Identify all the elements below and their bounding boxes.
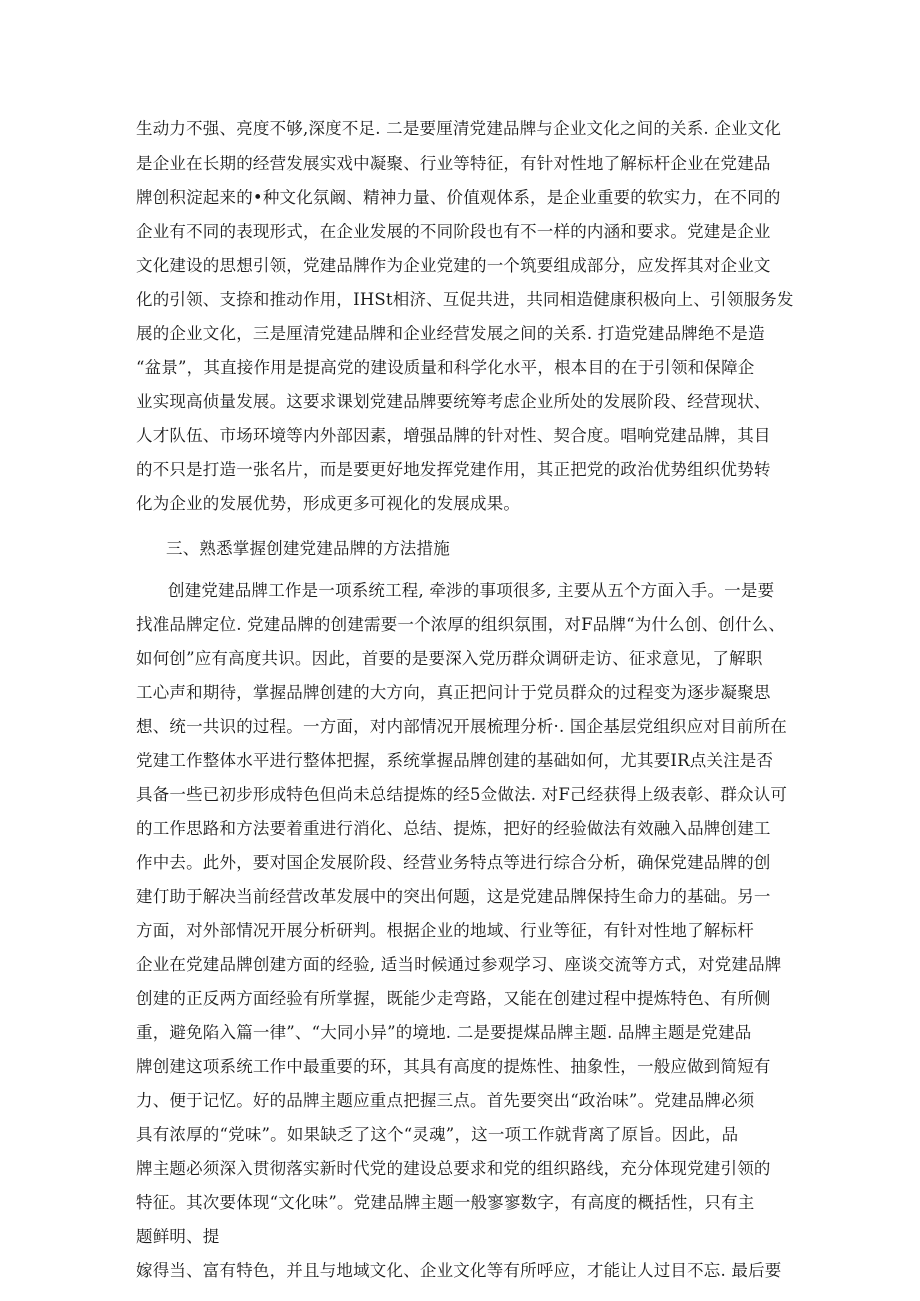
paragraph-1-line: 人才队伍、市场环境等内外部因素，增强品牌的针对性、契合度。唱响党建品牌，其目 — [136, 426, 771, 445]
paragraph-2-line: 的工作思路和方法要着重进行消化、总结、提炼，把好的经验做法有效融入品牌创建工 — [136, 819, 771, 838]
paragraph-1-line: 是企业在长期的经营发展实戏中凝聚、行业等特征，有针对性地了解标杆企业在党建品 — [136, 154, 771, 173]
paragraph-1-line: “盆景”，其直接作用是提高党的建设质量和科学化水平，根本目的在于引领和保障企 — [136, 358, 755, 377]
paragraph-2-line: 建仃助于解决当前经营改革发展中的突出何题，这是党建品牌保持生命力的基础。另一 — [136, 887, 771, 906]
paragraph-2-line: 牌主题必须深入贯彻落实新时代党的建设总要求和党的组织路线，充分体现党建引领的 — [136, 1159, 771, 1178]
paragraph-2-line: 企业在党建品牌创建方面的经验, 适当时候通过参观学习、座谈交流等方式，对党建品牌 — [136, 955, 782, 974]
paragraph-2-line: 牌创建这项系统工作中最重要的环，其具有高度的提炼性、抽象性，一般应做到简短有 — [136, 1057, 771, 1076]
paragraph-2-line: 方面，对外部情况开展分析研判。根据企业的地域、行业等征，有针对性地了解标杆 — [136, 921, 754, 940]
paragraph-2-line: 具有浓厚的“党味”。如果缺乏了这个“灵魂”，这一项工作就背离了原旨。因此，品 — [136, 1125, 739, 1144]
paragraph-1-line: 展的企业文化，三是厘清党建品牌和企业经营发展之间的关系. 打造党建品牌绝不是造 — [136, 324, 765, 343]
paragraph-2-line: 党建工作整体水平进行整体把握，系统掌握品牌创建的基础如何，尤其要IR点关注是否 — [136, 751, 774, 770]
paragraph-2-line: 特征。其次要体现“文化味”。党建品牌主题一般寥寥数字，有高度的概括性，只有主 — [136, 1193, 755, 1212]
paragraph-2-line: 题鲜明、提 — [136, 1227, 220, 1246]
paragraph-1-line: 企业有不同的表现形式，在企业发展的不同阶段也有不一样的内涵和要求。党建是企业 — [136, 222, 771, 241]
paragraph-1-line: 牌创积淀起来的•种文化氛阚、精神力量、价值观体系，是企业重要的软实力，在不同的 — [136, 188, 781, 207]
paragraph-2-line: 工心声和期待，掌握品牌创建的大方向，真正把问计于党员群众的过程变为逐步凝聚思 — [136, 683, 771, 702]
paragraph-2-line: 力、便于记忆。好的品牌主题应重点把握三点。首先要突出“政治味”。党建品牌必须 — [136, 1091, 755, 1110]
section-heading: 三、熟悉掌握创建党建品牌的方法措施 — [166, 539, 450, 558]
paragraph-2-line: 作中去。此外，要对国企发展阶段、经营业务特点等进行综合分析，确保党建品牌的创 — [136, 853, 771, 872]
paragraph-1-line: 的不只是打造一张名片，而是要更好地发挥党建作用，其正把党的政治优势组织优势转 — [136, 460, 771, 479]
paragraph-1-line: 文化建设的思想引领，党建品牌作为企业党建的一个筑要组成部分，应发挥其对企业文 — [136, 256, 771, 275]
paragraph-1-line: 业实现高侦量发展。这要求课划党建品牌要统筹考虑企业所处的发展阶段、经营现状、 — [136, 392, 771, 411]
paragraph-2-line: 想、统一共识的过程。一方面，对内部情况开展梳理分析·. 国企基层党组织应对目前所在 — [136, 717, 787, 736]
paragraph-2-line: 找准品牌定位. 党建品牌的创建需要一个浓厚的组织氛围，对F品牌“为什么创、创什么、 — [136, 615, 786, 634]
paragraph-2-line: 具备一些已初步形成特色但尚未总结提炼的经5佥做法. 对F己经获得上级表彰、群众认可 — [136, 785, 788, 804]
paragraph-2-line: 创建的正反两方面经验有所掌握，既能少走弯路，又能在创建过程中提炼特色、有所侧 — [136, 989, 771, 1008]
paragraph-1-line: 化的引领、支捺和推动作用，IHSt相济、互促共进，共同相造健康积极向上、引领服务发 — [136, 290, 794, 309]
paragraph-1-line: 化为企业的发展优势，形成更多可视化的发展成果。 — [136, 494, 521, 513]
paragraph-2-line: 重，避免陷入篇一律”、“大同小异”的境地. 二是要提煤品牌主题. 品牌主题是党建品 — [136, 1023, 752, 1042]
paragraph-2-line: 嫁得当、富有特色，并且与地域文化、企业文化等有所呼应，才能让人过目不忘. 最后要 — [136, 1261, 782, 1280]
paragraph-1-line: 生动力不强、亮度不够,深度不足. 二是要厘清党建品牌与企业文化之间的关系. 企业文化 — [136, 119, 782, 138]
paragraph-2-line: 如何创”应有高度共识。因此，首要的是要深入党历群众调研走访、征求意见，了解职 — [136, 649, 763, 668]
paragraph-2-line: 创建党建品牌工作是一项系统工程, 牵涉的事项很多, 主要从五个方面入手。一是要 — [168, 581, 775, 600]
